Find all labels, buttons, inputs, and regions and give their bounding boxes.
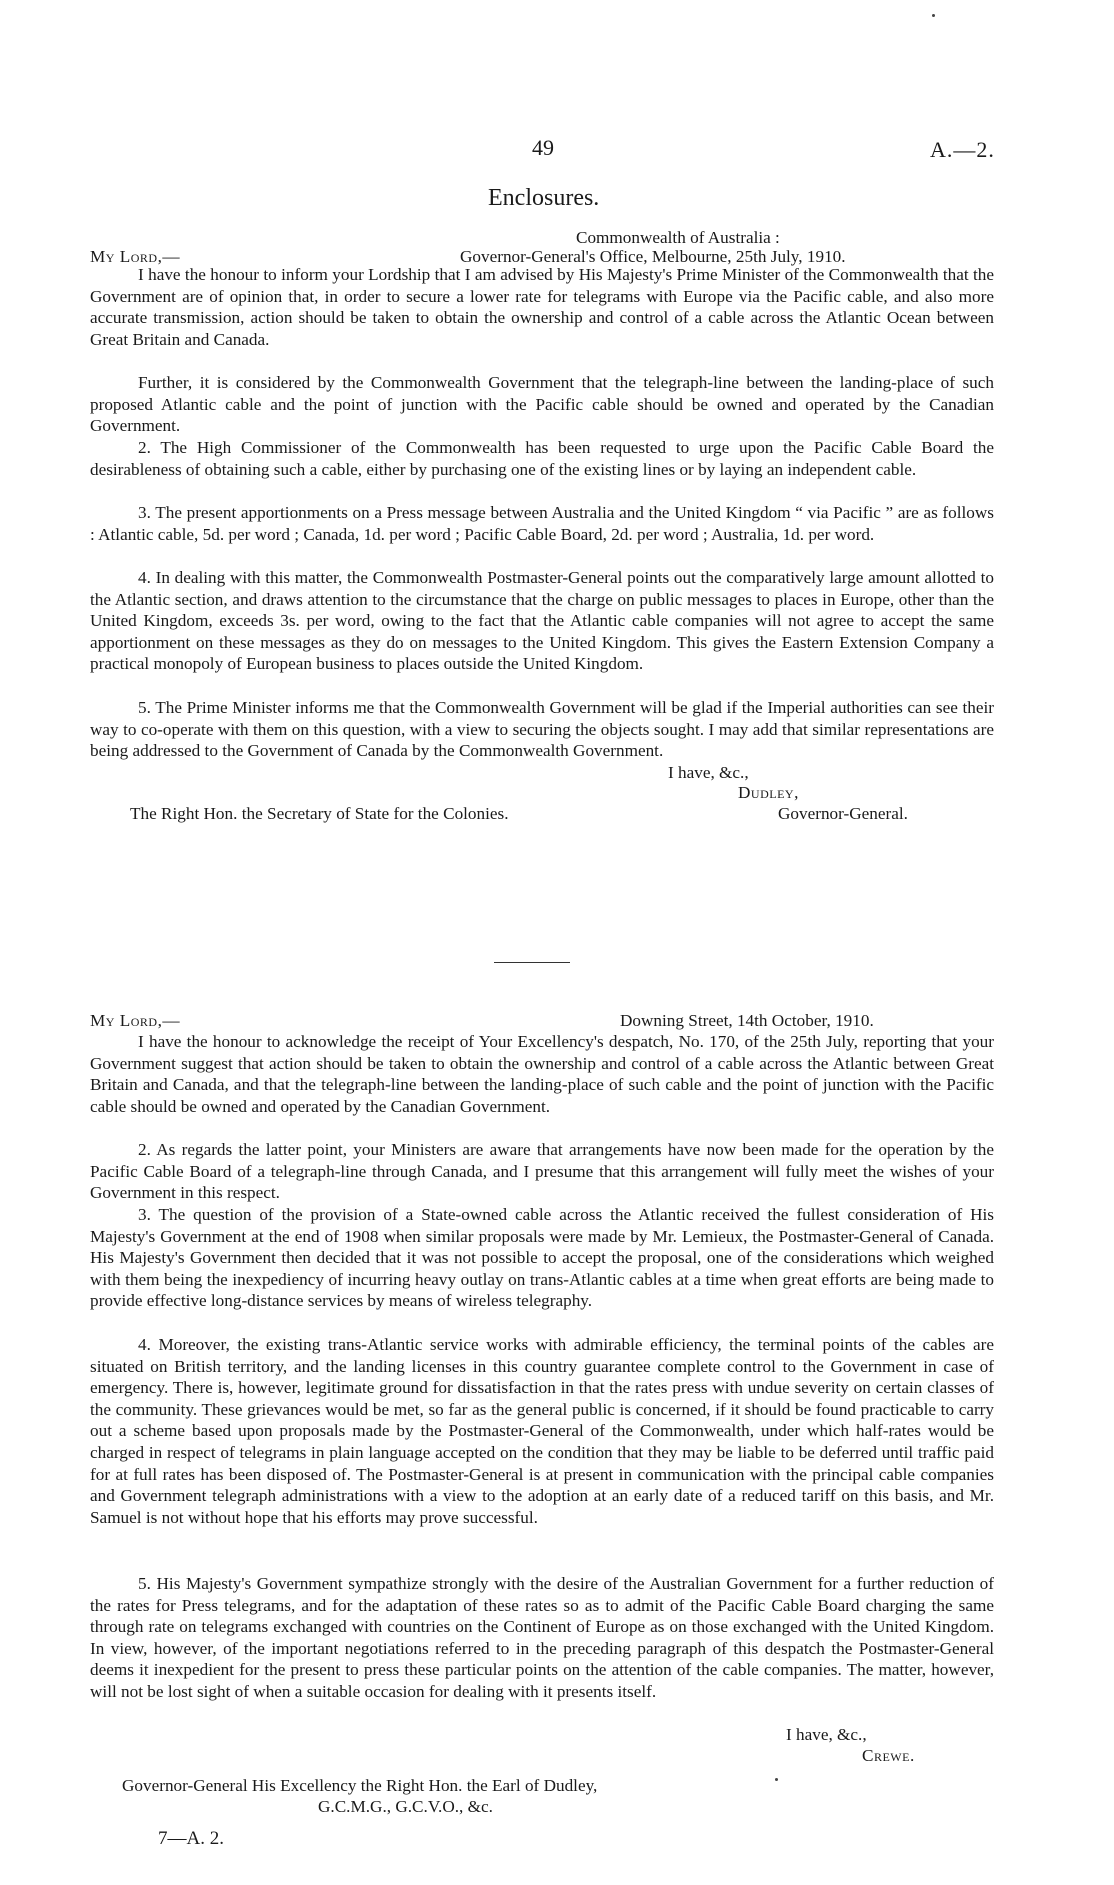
- letter2-paragraph-2: 2. As regards the latter point, your Ministers are aware that arrangements have now been made for the operation by the Pacific Cable Board of a telegraph-line through Canada, and I presume that this arrangement will fully meet the wishes of your Government in this respect.: [90, 1140, 994, 1203]
- section-divider: [494, 962, 570, 963]
- letter2-addressee-line-1: Governor-General His Excellency the Right Hon. the Earl of Dudley,: [122, 1776, 598, 1795]
- letter1-signature: Dudley,: [738, 783, 799, 802]
- document-reference: A.—2.: [930, 137, 995, 162]
- letter2-closing: I have, &c.,: [786, 1725, 867, 1744]
- letter2-paragraph-4: 4. Moreover, the existing trans-Atlantic service works with admirable efficiency, the terminal points of the cables are situated on British territory, and the landing licenses in this country guarantee complete control to the Government in case of emergency. There is, however, legitimate ground for dissatisfaction in that the rates press with undue severity on certain classes of the community. These grievances would be met, so far as the general public is concerned, if it should be found practicable to carry out a scheme based upon proposals made by the Postmaster-General of the Commonwealth, under which half-rates would be charged in respect of telegrams in plain language accepted on the condition that they may be liable to be deferred until traffic paid for at full rates has been disposed of. The Postmaster-General is at present in communication with the principal cable companies and Government telegraph administrations with a view to the adoption at an early date of a reduced tariff on this basis, and Mr. Samuel is not without hope that his efforts may prove successful.: [90, 1335, 994, 1527]
- letter2-salutation: My Lord,—: [90, 1011, 181, 1030]
- letter2-addressee-line-2: G.C.M.G., G.C.V.O., &c.: [318, 1797, 493, 1816]
- signature-mark: 7—A. 2.: [158, 1828, 224, 1849]
- print-speck: [932, 14, 935, 17]
- letter2-paragraph-1: I have the honour to acknowledge the receipt of Your Excellency's despatch, No. 170, of the 25th July, reporting that your Government suggest that action should be taken to obtain the ownership and control of a cable across the Atlantic between Great Britain and Canada, and that the telegraph-line between the landing-place of such cable and the point of junction with the Pacific cable should be owned and operated by the Canadian Government.: [90, 1032, 994, 1116]
- letter1-salutation: My Lord,—: [90, 247, 181, 266]
- letter1-paragraph-6: 5. The Prime Minister informs me that the Commonwealth Government will be glad if the Imperial authorities can see their way to co-operate with them on this question, with a view to securing the objects sought. I may add that similar representations are being addressed to the Government of Canada by the Commonwealth Government.: [90, 698, 994, 761]
- letter1-paragraph-1: I have the honour to inform your Lordship that I am advised by His Majesty's Prime Minister of the Commonwealth that the Government are of opinion that, in order to secure a lower rate for telegrams with Europe via the Pacific cable, and also more accurate transmission, action should be taken to obtain the ownership and control of a cable across the Atlantic Ocean between Great Britain and Canada.: [90, 265, 994, 349]
- letter2-signature: Crewe.: [862, 1746, 915, 1765]
- letter1-paragraph-4: 3. The present apportionments on a Press message between Australia and the United Kingdom “ via Pacific ” are as follows : Atlantic cable, 5d. per word ; Canada, 1d. per word ; Pacific Cable Board, 2d. per word ; Australia, 1d. per word.: [90, 503, 994, 544]
- letter2-paragraph-3: 3. The question of the provision of a State-owned cable across the Atlantic received the fullest consideration of His Majesty's Government at the end of 1908 when similar proposals were made by Mr. Lemieux, the Postmaster-General of Canada. His Majesty's Government then decided that it was not possible to accept the proposal, one of the considerations which weighed with them being the inexpediency of incurring heavy outlay on trans-Atlantic cables at a time when great efforts are being made to provide effective long-distance services by means of wireless telegraphy.: [90, 1205, 994, 1311]
- letter1-paragraph-2: Further, it is considered by the Commonwealth Government that the telegraph-line between the landing-place of such proposed Atlantic cable and the point of junction with the Pacific cable should be owned and operated by the Canadian Government.: [90, 373, 994, 436]
- section-heading: Enclosures.: [488, 185, 600, 211]
- letter2-paragraph-5: 5. His Majesty's Government sympathize strongly with the desire of the Australian Government for a further reduction of the rates for Press telegrams, and for the adaptation of these rates so as to admit of the Pacific Cable Board charging the same through rate on telegrams exchanged with countries on the Continent of Europe as on those exchanged with the United Kingdom. In view, however, of the important negotiations referred to in the preceding paragraph of this despatch the Postmaster-General deems it inexpedient for the present to press these particular points on the attention of the cable companies. The matter, however, will not be lost sight of when a suitable occasion for dealing with it presents itself.: [90, 1574, 994, 1701]
- print-speck: [775, 1778, 778, 1781]
- letter1-closing: I have, &c.,: [668, 763, 749, 782]
- letter1-paragraph-5: 4. In dealing with this matter, the Commonwealth Postmaster-General points out the comparatively large amount allotted to the Atlantic section, and draws attention to the circumstance that the charge on public messages to places in Europe, other than the United Kingdom, exceeds 3s. per word, owing to the fact that the Atlantic cable companies will not agree to accept the same apportionment on these messages as they do on messages to the United Kingdom. This gives the Eastern Extension Company a practical monopoly of European business to places outside the United Kingdom.: [90, 568, 994, 674]
- letter2-place-date: Downing Street, 14th October, 1910.: [620, 1011, 874, 1030]
- letter1-signer-title: Governor-General.: [778, 804, 908, 823]
- letter1-office-date: Governor-General's Office, Melbourne, 25th July, 1910.: [460, 247, 846, 266]
- letter1-place: Commonwealth of Australia :: [576, 228, 780, 247]
- letter1-addressee: The Right Hon. the Secretary of State for the Colonies.: [130, 804, 509, 823]
- page-number: 49: [532, 135, 554, 160]
- letter1-paragraph-3: 2. The High Commissioner of the Commonwealth has been requested to urge upon the Pacific Cable Board the desirableness of obtaining such a cable, either by purchasing one of the existing lines or by laying an independent cable.: [90, 438, 994, 479]
